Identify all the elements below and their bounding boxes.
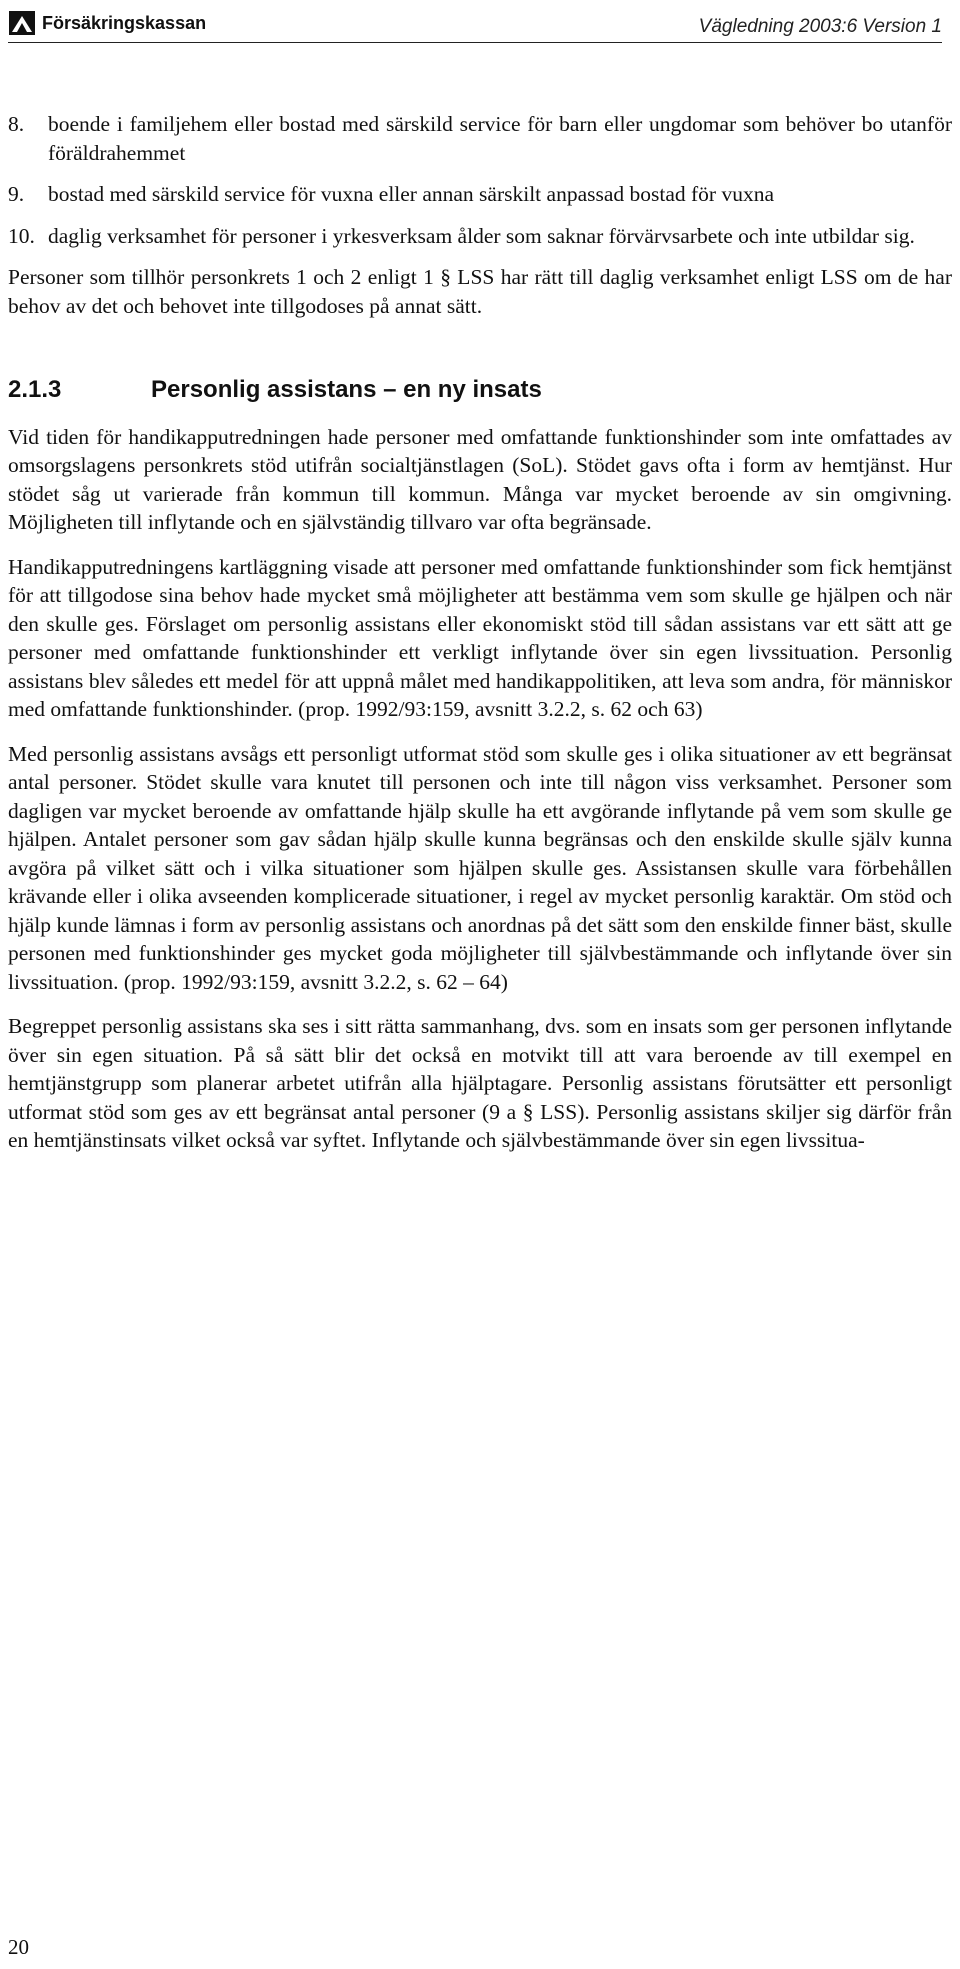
list-number: 9. [8,182,25,206]
list-number: 8. [8,112,25,136]
section-heading [8,376,952,405]
list-item [8,180,952,209]
list-item [8,222,952,251]
intro-paragraph: Personer som tillhör personkrets 1 och 2 enligt 1 § LSS har rätt till daglig verksamhet enligt LSS om de har behov av det och behovet inte tillgodoses på annat sätt. [8,265,952,318]
logo-text: Försäkringskassan [42,12,207,33]
section-title: Personlig assistans – en ny insats [151,376,542,403]
body-paragraph: Med personlig assistans avsågs ett personligt utformat stöd som skulle ges i olika situationer av ett begränsat antal personer. Stödet skulle vara knutet till personen och inte till någon viss verksamhet. Personer som dagligen var mycket beroende av omfattande hjälp skulle ha ett avgörande inflytande på vem som skulle ge hjälpen. Antalet personer som gav sådan hjälp skulle kunna begränsas och den enskilde skulle själv kunna avgöra på vilket sätt och i vilka situationer som hjälpen skulle ges. Assistansen skulle vara förbehållen krävande eller i olika avseenden komplicerade situationer, i regel av mycket personlig karaktär. Om stöd och hjälp kunde lämnas i form av personlig assistans och anordnas på det sätt som den enskilde finner bäst, skulle personen med funktionshinder ges mycket goda möjligheter till självbestämmande och inflytande över sin livssituation. (prop. 1992/93:159, avsnitt 3.2.2, s. 62 – 64) [8,741,952,994]
list-text: daglig verksamhet för personer i yrkesverksam ålder som saknar förvärvsarbete och inte utbildar sig. [48,223,915,248]
page-content [8,110,952,1171]
page-header [8,6,942,43]
list-text: bostad med särskild service för vuxna eller annan särskilt anpassad bostad för vuxna [48,182,775,206]
logo [8,10,206,36]
list-text: boende i familjehem eller bostad med särskild service för barn eller ungdomar som behöver bo utanför föräldrahemmet [48,112,952,165]
list-number: 10. [8,223,35,248]
logo-icon [8,10,36,36]
page-number: 20 [8,1935,29,1959]
list-item [8,110,952,167]
body-paragraph: Handikapputredningens kartläggning visade att personer med omfattande funktionshinder som fick hemtjänst för att tillgodose sina behov hade mycket små möjligheter att bestämma vem som skulle ge hjälpen och när den skulle ges. Förslaget om personlig assistans eller ekonomiskt stöd till sådan assistans var ett sätt att ge personer med omfattande funktionshinder ett verkligt inflytande över sin egen livssituation. Personlig assistans blev således ett medel för att uppnå målet med handikappolitiken, att leva som andra, för människor med omfattande funktionshinder. (prop. 1992/93:159, avsnitt 3.2.2, s. 62 och 63) [8,554,952,721]
body-paragraph: Vid tiden för handikapputredningen hade personer med omfattande funktionshinder som inte omfattades av omsorgslagens personkrets stöd utifrån socialtjänstlagen (SoL). Stödet gavs ofta i form av hemtjänst. Hur stödet såg ut varierade från kommun till kommun. Många var mycket beroende av sin omgivning. Möjligheten till inflytande och en självständig tillvaro var ofta begränsade. [8,424,952,534]
body-paragraph: Begreppet personlig assistans ska ses i sitt rätta sammanhang, dvs. som en insats som ger personen inflytande över sin egen situation. På så sätt blir det också en motvikt till att vara beroende av till exempel en hemtjänstgrupp som planerar arbetet utifrån alla hjälptagare. Personlig assistans förutsätter ett personligt utformat stöd som ges av ett begränsat antal personer (9 a § LSS). Personlig assistans skiljer sig därför från en hemtjänstinsats vilket också var syftet. Inflytande och självbestämmande över sin egen livssitua- [8,1014,952,1152]
section-number: 2.1.3 [8,376,62,403]
document-title: Vägledning 2003:6 Version 1 [698,16,942,37]
